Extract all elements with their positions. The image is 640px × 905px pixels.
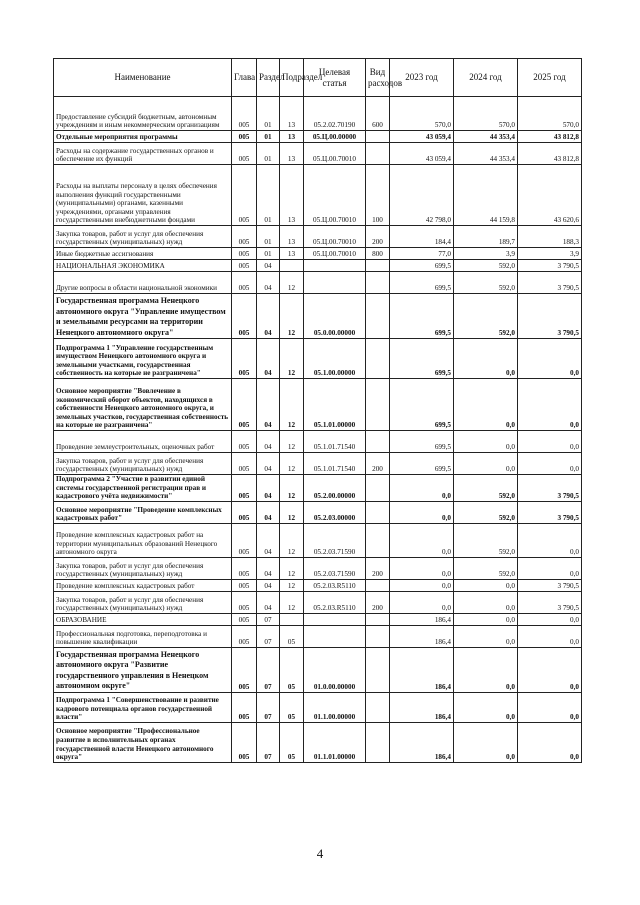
cell-podrazdel: 12 (280, 294, 304, 339)
cell-2023: 186,4 (390, 647, 454, 692)
cell-statya: 05.2.03.00000 (304, 501, 366, 523)
cell-glava: 005 (232, 613, 257, 625)
cell-2025: 43 620,6 (518, 165, 582, 226)
cell-2025: 3 790,5 (518, 591, 582, 613)
cell-statya: 05.1.01.71540 (304, 453, 366, 475)
cell-name: Расходы на выплаты персоналу в целях обеспечения выполнения функций государственными (муниципальными) органами, казенными учреждениями, органами управления государственными внебюджетными фондами (54, 165, 232, 226)
cell-razdel: 04 (257, 557, 280, 579)
cell-2024: 592,0 (454, 475, 518, 502)
cell-podrazdel: 12 (280, 453, 304, 475)
cell-statya: 05.1.01.71540 (304, 431, 366, 453)
cell-razdel: 07 (257, 647, 280, 692)
cell-glava: 005 (232, 579, 257, 591)
cell-statya: 05.Ц.00.70010 (304, 226, 366, 248)
cell-name: Иные бюджетные ассигнования (54, 248, 232, 260)
cell-2025: 570,0 (518, 97, 582, 131)
cell-razdel: 01 (257, 143, 280, 165)
cell-vid: 200 (366, 591, 390, 613)
cell-2025: 0,0 (518, 692, 582, 722)
cell-2023: 699,5 (390, 294, 454, 339)
cell-razdel: 04 (257, 272, 280, 294)
table-row (54, 294, 582, 339)
cell-2025: 3 790,5 (518, 579, 582, 591)
cell-2025: 0,0 (518, 647, 582, 692)
table-header-row (54, 59, 582, 97)
header-statya: Целевая статья (304, 59, 366, 97)
cell-glava: 005 (232, 591, 257, 613)
cell-2023: 0,0 (390, 579, 454, 591)
cell-glava: 005 (232, 523, 257, 557)
cell-vid: 200 (366, 453, 390, 475)
table-row (54, 131, 582, 143)
cell-razdel: 07 (257, 722, 280, 762)
cell-glava: 005 (232, 692, 257, 722)
cell-2025: 0,0 (518, 625, 582, 647)
cell-vid (366, 272, 390, 294)
cell-2023: 699,5 (390, 453, 454, 475)
cell-statya: 05.2.02.70190 (304, 97, 366, 131)
cell-2025: 0,0 (518, 379, 582, 431)
cell-statya: 01.0.00.00000 (304, 647, 366, 692)
cell-statya: 05.2.03.71590 (304, 523, 366, 557)
table-row (54, 475, 582, 502)
table-row (54, 722, 582, 762)
cell-2024: 0,0 (454, 591, 518, 613)
cell-vid (366, 613, 390, 625)
cell-razdel: 01 (257, 165, 280, 226)
cell-2025: 0,0 (518, 339, 582, 379)
cell-2025: 3 790,5 (518, 294, 582, 339)
cell-razdel: 04 (257, 431, 280, 453)
table-row (54, 143, 582, 165)
cell-statya: 05.Ц.00.00000 (304, 131, 366, 143)
cell-podrazdel: 12 (280, 591, 304, 613)
cell-razdel: 04 (257, 453, 280, 475)
cell-statya: 05.Ц.00.70010 (304, 143, 366, 165)
cell-statya (304, 260, 366, 272)
cell-2023: 186,4 (390, 625, 454, 647)
cell-2024: 592,0 (454, 294, 518, 339)
cell-2024: 570,0 (454, 97, 518, 131)
cell-2024: 592,0 (454, 557, 518, 579)
cell-podrazdel: 12 (280, 379, 304, 431)
table-row (54, 260, 582, 272)
table-row (54, 339, 582, 379)
cell-2023: 186,4 (390, 692, 454, 722)
cell-razdel: 04 (257, 523, 280, 557)
cell-vid (366, 260, 390, 272)
cell-2024: 44 353,4 (454, 143, 518, 165)
cell-razdel: 04 (257, 591, 280, 613)
cell-name: Проведение комплексных кадастровых работ на территории муниципальных образований Ненецкого автономного округа (54, 523, 232, 557)
cell-podrazdel: 12 (280, 523, 304, 557)
cell-podrazdel: 13 (280, 131, 304, 143)
cell-2023: 0,0 (390, 475, 454, 502)
table-row (54, 453, 582, 475)
cell-2024: 189,7 (454, 226, 518, 248)
cell-2025: 43 812,8 (518, 143, 582, 165)
table-row (54, 579, 582, 591)
cell-2024: 0,0 (454, 579, 518, 591)
cell-vid: 600 (366, 97, 390, 131)
cell-2023: 0,0 (390, 523, 454, 557)
cell-razdel: 07 (257, 613, 280, 625)
cell-statya: 05.2.03.R5110 (304, 579, 366, 591)
header-podrazdel: Подраздел (280, 59, 304, 97)
cell-glava: 005 (232, 165, 257, 226)
cell-glava: 005 (232, 557, 257, 579)
cell-2025: 0,0 (518, 722, 582, 762)
cell-vid (366, 143, 390, 165)
cell-razdel: 04 (257, 294, 280, 339)
cell-2023: 699,5 (390, 431, 454, 453)
cell-2024: 0,0 (454, 613, 518, 625)
cell-podrazdel: 13 (280, 143, 304, 165)
cell-name: Подпрограмма 2 "Участие в развитии единой системы государственной регистрации прав и кадастрового учёта недвижимости" (54, 475, 232, 502)
cell-podrazdel: 13 (280, 248, 304, 260)
cell-razdel: 07 (257, 625, 280, 647)
cell-statya: 05.Ц.00.70010 (304, 248, 366, 260)
cell-razdel: 04 (257, 379, 280, 431)
cell-statya: 05.2.03.R5110 (304, 591, 366, 613)
page-number: 4 (316, 846, 324, 861)
table-row (54, 625, 582, 647)
cell-2024: 592,0 (454, 501, 518, 523)
cell-razdel: 07 (257, 692, 280, 722)
cell-2024: 0,0 (454, 431, 518, 453)
cell-2025: 3 790,5 (518, 272, 582, 294)
cell-razdel: 04 (257, 475, 280, 502)
cell-podrazdel: 12 (280, 557, 304, 579)
cell-glava: 005 (232, 722, 257, 762)
cell-podrazdel (280, 613, 304, 625)
cell-2025: 0,0 (518, 523, 582, 557)
cell-vid: 200 (366, 557, 390, 579)
cell-2023: 0,0 (390, 501, 454, 523)
cell-name: Расходы на содержание государственных органов и обеспечение их функций (54, 143, 232, 165)
cell-glava: 005 (232, 501, 257, 523)
cell-vid (366, 475, 390, 502)
cell-glava: 005 (232, 131, 257, 143)
cell-2023: 0,0 (390, 557, 454, 579)
cell-glava: 005 (232, 260, 257, 272)
table-row (54, 523, 582, 557)
cell-name: Отдельные мероприятия программы (54, 131, 232, 143)
cell-2025: 43 812,8 (518, 131, 582, 143)
cell-vid (366, 379, 390, 431)
cell-podrazdel: 13 (280, 97, 304, 131)
cell-razdel: 01 (257, 248, 280, 260)
cell-statya: 05.1.00.00000 (304, 339, 366, 379)
cell-vid: 800 (366, 248, 390, 260)
cell-name: Основное мероприятие "Проведение комплексных кадастровых работ" (54, 501, 232, 523)
cell-razdel: 04 (257, 501, 280, 523)
cell-podrazdel: 13 (280, 226, 304, 248)
header-vid: Вид расходов (366, 59, 390, 97)
cell-glava: 005 (232, 226, 257, 248)
cell-name: ОБРАЗОВАНИЕ (54, 613, 232, 625)
cell-podrazdel: 12 (280, 272, 304, 294)
cell-name: Закупка товаров, работ и услуг для обеспечения государственных (муниципальных) нужд (54, 226, 232, 248)
cell-2024: 3,9 (454, 248, 518, 260)
cell-2025: 3 790,5 (518, 260, 582, 272)
cell-podrazdel: 12 (280, 431, 304, 453)
cell-2023: 570,0 (390, 97, 454, 131)
cell-2025: 3,9 (518, 248, 582, 260)
cell-statya: 05.Ц.00.70010 (304, 165, 366, 226)
cell-podrazdel (280, 260, 304, 272)
cell-glava: 005 (232, 475, 257, 502)
cell-2024: 44 353,4 (454, 131, 518, 143)
cell-2025: 3 790,5 (518, 501, 582, 523)
cell-2024: 0,0 (454, 625, 518, 647)
cell-podrazdel: 13 (280, 165, 304, 226)
cell-name: Государственная программа Ненецкого автономного округа "Управление имуществом и земельными ресурсами на территории Ненецкого автономного округа" (54, 294, 232, 339)
cell-vid (366, 294, 390, 339)
cell-2025: 0,0 (518, 557, 582, 579)
cell-2024: 0,0 (454, 692, 518, 722)
cell-podrazdel: 05 (280, 647, 304, 692)
cell-2024: 592,0 (454, 272, 518, 294)
header-2023: 2023 год (390, 59, 454, 97)
cell-2024: 0,0 (454, 453, 518, 475)
cell-2023: 77,0 (390, 248, 454, 260)
cell-vid (366, 339, 390, 379)
table-row (54, 97, 582, 131)
cell-statya: 05.2.03.71590 (304, 557, 366, 579)
cell-glava: 005 (232, 143, 257, 165)
cell-statya: 05.1.01.00000 (304, 379, 366, 431)
cell-2023: 186,4 (390, 722, 454, 762)
cell-name: Профессиональная подготовка, переподготовка и повышение квалификации (54, 625, 232, 647)
cell-2023: 184,4 (390, 226, 454, 248)
cell-podrazdel: 12 (280, 579, 304, 591)
cell-razdel: 04 (257, 260, 280, 272)
cell-2023: 0,0 (390, 591, 454, 613)
cell-2023: 186,4 (390, 613, 454, 625)
cell-2024: 592,0 (454, 260, 518, 272)
cell-name: Проведение комплексных кадастровых работ (54, 579, 232, 591)
cell-2024: 592,0 (454, 523, 518, 557)
header-2025: 2025 год (518, 59, 582, 97)
cell-podrazdel: 12 (280, 501, 304, 523)
cell-2024: 0,0 (454, 647, 518, 692)
cell-razdel: 01 (257, 226, 280, 248)
cell-name: Основное мероприятие "Вовлечение в экономический оборот объектов, находящихся в собственности Ненецкого автономного округа, и земельных участков, государственная собственность на которые не разграничена" (54, 379, 232, 431)
cell-razdel: 04 (257, 579, 280, 591)
cell-2023: 43 059,4 (390, 131, 454, 143)
cell-name: Закупка товаров, работ и услуг для обеспечения государственных (муниципальных) нужд (54, 453, 232, 475)
cell-razdel: 01 (257, 131, 280, 143)
cell-statya: 05.2.00.00000 (304, 475, 366, 502)
cell-2025: 188,3 (518, 226, 582, 248)
cell-2024: 0,0 (454, 722, 518, 762)
cell-statya (304, 625, 366, 647)
cell-2024: 0,0 (454, 339, 518, 379)
table-row (54, 613, 582, 625)
table-row (54, 501, 582, 523)
cell-statya: 01.1.00.00000 (304, 692, 366, 722)
cell-name: Проведение землеустроительных, оценочных работ (54, 431, 232, 453)
cell-statya: 05.0.00.00000 (304, 294, 366, 339)
table-row (54, 557, 582, 579)
cell-name: НАЦИОНАЛЬНАЯ ЭКОНОМИКА (54, 260, 232, 272)
cell-vid (366, 692, 390, 722)
cell-2023: 699,5 (390, 339, 454, 379)
cell-vid (366, 579, 390, 591)
table-row (54, 692, 582, 722)
table-row (54, 591, 582, 613)
cell-statya (304, 272, 366, 294)
cell-vid (366, 431, 390, 453)
header-name: Наименование (54, 59, 232, 97)
header-2024: 2024 год (454, 59, 518, 97)
budget-table (53, 58, 582, 763)
cell-name: Закупка товаров, работ и услуг для обеспечения государственных (муниципальных) нужд (54, 557, 232, 579)
cell-vid (366, 501, 390, 523)
cell-name: Основное мероприятие "Профессиональное развитие в исполнительных органах государственной власти Ненецкого автономного округа" (54, 722, 232, 762)
cell-2024: 0,0 (454, 379, 518, 431)
cell-glava: 005 (232, 272, 257, 294)
table-row (54, 272, 582, 294)
cell-2023: 43 059,4 (390, 143, 454, 165)
cell-name: Подпрограмма 1 "Управление государственным имуществом Ненецкого автономного округа и земельными участками, государственная собственность на которые не разграничена" (54, 339, 232, 379)
cell-podrazdel: 05 (280, 722, 304, 762)
cell-name: Подпрограмма 1 "Совершенствование и развитие кадрового потенциала органов государственной власти" (54, 692, 232, 722)
cell-2023: 699,5 (390, 260, 454, 272)
cell-2025: 0,0 (518, 453, 582, 475)
cell-glava: 005 (232, 625, 257, 647)
cell-glava: 005 (232, 379, 257, 431)
cell-vid (366, 647, 390, 692)
cell-glava: 005 (232, 294, 257, 339)
cell-name: Государственная программа Ненецкого автономного округа "Развитие государственного управления в Ненецком автономном округе" (54, 647, 232, 692)
cell-vid: 100 (366, 165, 390, 226)
cell-2025: 3 790,5 (518, 475, 582, 502)
cell-glava: 005 (232, 453, 257, 475)
cell-name: Закупка товаров, работ и услуг для обеспечения государственных (муниципальных) нужд (54, 591, 232, 613)
table-row (54, 379, 582, 431)
cell-2024: 44 159,8 (454, 165, 518, 226)
cell-razdel: 01 (257, 97, 280, 131)
table-row (54, 431, 582, 453)
cell-glava: 005 (232, 248, 257, 260)
cell-vid: 200 (366, 226, 390, 248)
cell-name: Предоставление субсидий бюджетным, автономным учреждениям и иным некоммерческим организациям (54, 97, 232, 131)
cell-2025: 0,0 (518, 613, 582, 625)
cell-vid (366, 625, 390, 647)
cell-podrazdel: 05 (280, 692, 304, 722)
cell-glava: 005 (232, 97, 257, 131)
cell-2025: 0,0 (518, 431, 582, 453)
cell-name: Другие вопросы в области национальной экономики (54, 272, 232, 294)
cell-podrazdel: 12 (280, 339, 304, 379)
table-row (54, 647, 582, 692)
cell-vid (366, 523, 390, 557)
table-row (54, 248, 582, 260)
cell-2023: 699,5 (390, 272, 454, 294)
header-glava: Глава (232, 59, 257, 97)
cell-glava: 005 (232, 339, 257, 379)
cell-statya: 01.1.01.00000 (304, 722, 366, 762)
cell-2023: 699,5 (390, 379, 454, 431)
cell-razdel: 04 (257, 339, 280, 379)
header-razdel: Раздел (257, 59, 280, 97)
table-row (54, 226, 582, 248)
cell-statya (304, 613, 366, 625)
cell-podrazdel: 05 (280, 625, 304, 647)
cell-glava: 005 (232, 431, 257, 453)
cell-glava: 005 (232, 647, 257, 692)
cell-vid (366, 131, 390, 143)
table-row (54, 165, 582, 226)
cell-podrazdel: 12 (280, 475, 304, 502)
cell-vid (366, 722, 390, 762)
cell-2023: 42 798,0 (390, 165, 454, 226)
